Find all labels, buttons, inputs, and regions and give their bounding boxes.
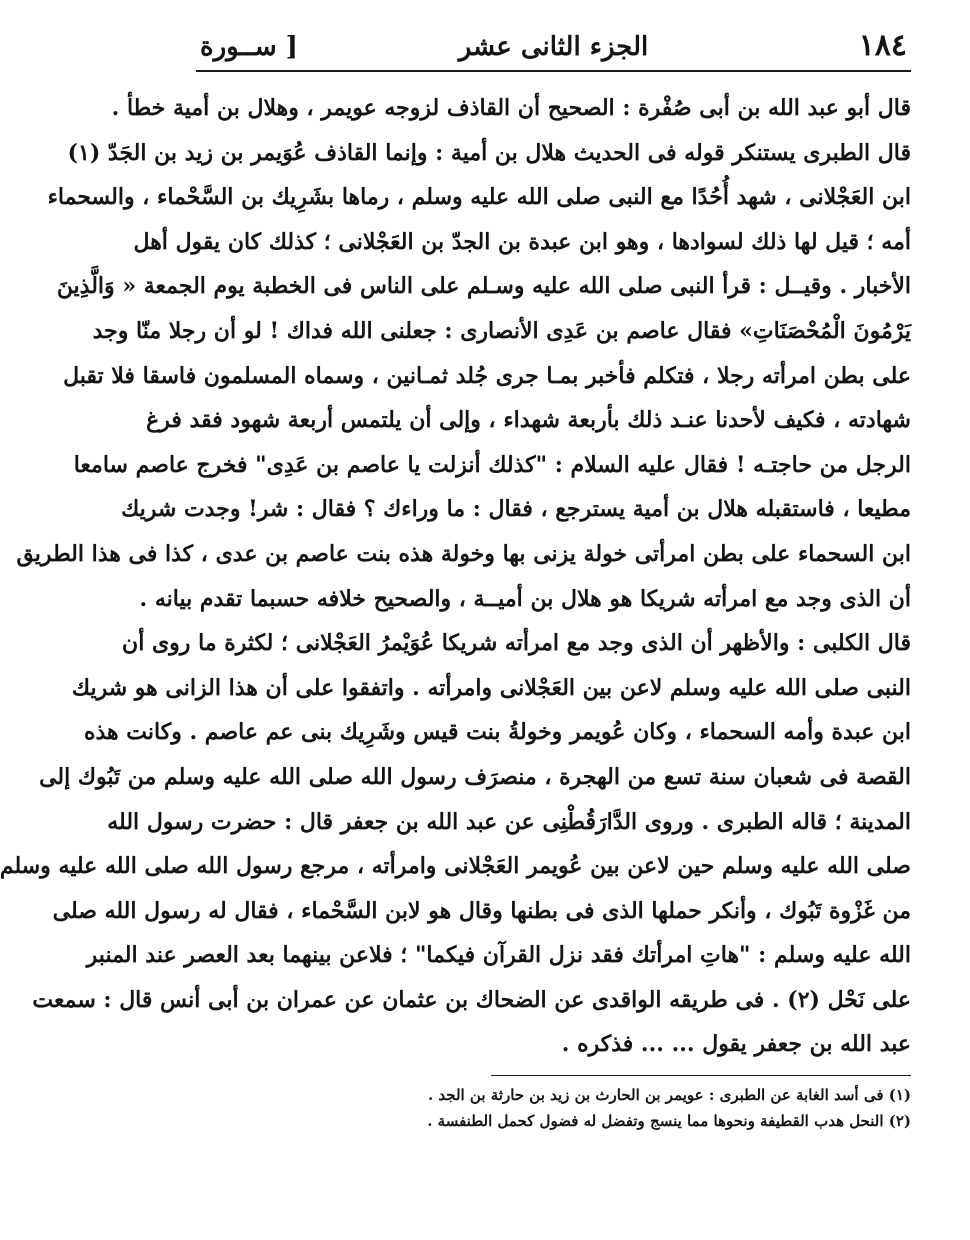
text-line: شهادته ، فكيف لأحدنا عنـد ذلك بأربعة شهداء ، وإلى أن يلتمس أربعة شهود فقد فرغ — [146, 407, 911, 434]
text-line: مطيعا ، فاستقبله هلال بن أمية يسترجع ، فقال : ما وراءك ؟ فقال : شر! وجدت شريك — [121, 496, 911, 523]
footnotes — [196, 1082, 911, 1134]
text-line: قال الطبرى يستنكر قوله فى الحديث هلال بن أمية : وإنما القاذف عُوَيمر بن زيد بن الجَدّ (١) — [67, 139, 911, 166]
text-line: أن الذى وجد مع امرأته شريكا هو هلال بن أميــة ، والصحيح خلافه حسبما تقدم بيانه . — [139, 585, 911, 612]
text-line: أمه ؛ قيل لها ذلك لسوادها ، وهو ابن عبدة بن الجدّ بن العَجْلانى ؛ كذلك كان يقول أهل — [133, 228, 911, 255]
text-line: عبد الله بن جعفر يقول ... ... فذكره . — [561, 1031, 911, 1058]
text-line: ابن عبدة وأمه السحماء ، وكان عُويمر وخولةُ بنت قيس وشَرِيك بنى عم عاصم . وكانت هذه — [83, 719, 911, 746]
book-part-title: الجزء الثانى عشر — [458, 32, 649, 62]
text-line: الرجل من حاجتـه ! فقال عليه السلام : "كذلك أنزلت يا عاصم بن عَدِى" فخرج عاصم سامعا — [73, 451, 911, 478]
body-text — [0, 86, 911, 1067]
text-line: ابن السحماء على بطن امرأتى خولة يزنى بها وخولة هذه بنت عاصم بن عدى ، كذا فى هذا الطريق — [16, 540, 911, 567]
text-line: على بطن امرأته رجلا ، فتكلم فأخبر بمـا جرى جُلد ثمـانين ، وسماه المسلمون فاسقا فلا تقبل — [63, 362, 911, 389]
text-line: على نَحْل (٢) . فى طريقه الواقدى عن الضحاك بن عثمان عن عمران بن أبى أنس قال : سمعت — [32, 986, 911, 1013]
footnote-divider — [491, 1075, 911, 1076]
text-line: القصة فى شعبان سنة تسع من الهجرة ، منصرَف رسول الله صلى الله عليه وسلم من تَبُوك إلى — [39, 763, 911, 790]
text-line: من غَزْوة تَبُوك ، وأنكر حملها الذى فى بطنها وقال هو لابن السَّحْماء ، فقال له رسول الله صلى — [52, 897, 911, 924]
book-page — [0, 26, 911, 1216]
text-line: صلى الله عليه وسلم حين لاعن بين عُويمر العَجْلانى وامرأته ، مرجع رسول الله صلى الله عليه وسلم — [0, 853, 911, 880]
footnote: (٢) النحل هدب القطيفة ونحوها مما ينسج وتفضل له فضول كحمل الطنفسة . — [427, 1112, 911, 1131]
text-line: ابن العَجْلانى ، شهد أُحُدًا مع النبى صلى الله عليه وسلم ، رماها بشَرِيك بن السَّحْماء ، والسحماء — [47, 184, 911, 211]
running-header — [196, 26, 911, 72]
footnote: (١) فى أسد الغابة عن الطبرى : عويمر بن الحارث بن زيد بن حارثة بن الجد . — [427, 1086, 911, 1105]
text-line: النبى صلى الله عليه وسلم لاعن بين العَجْلانى وامرأته . واتفقوا على أن هذا الزانى هو شريك — [71, 674, 911, 701]
text-line: قال أبو عبد الله بن أبى صُفْرة : الصحيح أن القاذف لزوجه عويمر ، وهلال بن أمية خطأ . — [111, 95, 911, 121]
text-line: يَرْمُونَ الْمُحْصَنَاتِ» فقال عاصم بن عَدِى الأنصارى : جعلنى الله فداك ! لو أن رجلا منّا وجد — [92, 317, 911, 344]
surah-label: [ ســورة — [200, 32, 298, 62]
text-line: الله عليه وسلم : "هاتِ امرأتك فقد نزل القرآن فيكما" ؛ فلاعن بينهما بعد العصر عند المنبر — [86, 942, 911, 969]
text-line: الأخبار . وقيــل : قرأ النبى صلى الله عليه وسـلم على الناس فى الخطبة يوم الجمعة « وَالَّذِينَ — [56, 273, 911, 300]
text-line: قال الكلبى : والأظهر أن الذى وجد مع امرأته شريكا عُوَيْمرُ العَجْلانى ؛ لكثرة ما روى أن — [122, 630, 911, 657]
page-number: ١٨٤ — [858, 28, 907, 63]
text-line: المدينة ؛ قاله الطبرى . وروى الدَّارَقُطْنِى عن عبد الله بن جعفر قال : حضرت رسول الله — [107, 808, 911, 835]
